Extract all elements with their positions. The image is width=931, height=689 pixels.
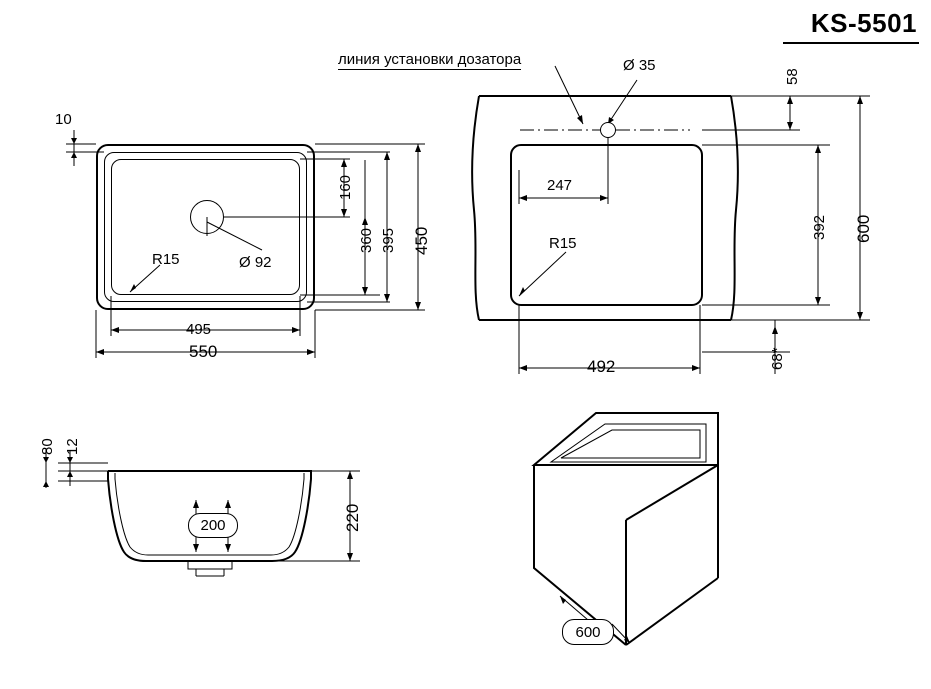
label-450: 450 bbox=[412, 226, 431, 255]
label-550: 550 bbox=[189, 342, 218, 361]
label-220: 220 bbox=[343, 503, 362, 532]
label-58: 58 bbox=[784, 68, 801, 85]
label-395: 395 bbox=[380, 227, 397, 253]
label-12: 12 bbox=[64, 438, 81, 455]
label-492: 492 bbox=[587, 357, 616, 376]
label-hole-dia-92: Ø 92 bbox=[239, 254, 272, 271]
label-247: 247 bbox=[547, 177, 573, 194]
label-200: 200 bbox=[188, 513, 238, 538]
label-495: 495 bbox=[186, 321, 212, 338]
label-160: 160 bbox=[337, 174, 354, 200]
label-392: 392 bbox=[811, 214, 828, 240]
label-r15-sink: R15 bbox=[152, 251, 180, 268]
label-68: 68* bbox=[769, 347, 786, 370]
label-80: 80 bbox=[39, 438, 56, 455]
label-r15-counter: R15 bbox=[549, 235, 577, 252]
label-hole-dia-35: Ø 35 bbox=[623, 57, 656, 74]
label-600-cabinet: 600 bbox=[562, 619, 614, 645]
label-rim-10: 10 bbox=[55, 111, 72, 128]
label-600-counter: 600 bbox=[854, 214, 873, 243]
dispenser-note-label: линия установки дозатора bbox=[338, 51, 522, 68]
label-360: 360 bbox=[358, 227, 375, 253]
drawing-code: KS-5501 bbox=[810, 8, 917, 38]
